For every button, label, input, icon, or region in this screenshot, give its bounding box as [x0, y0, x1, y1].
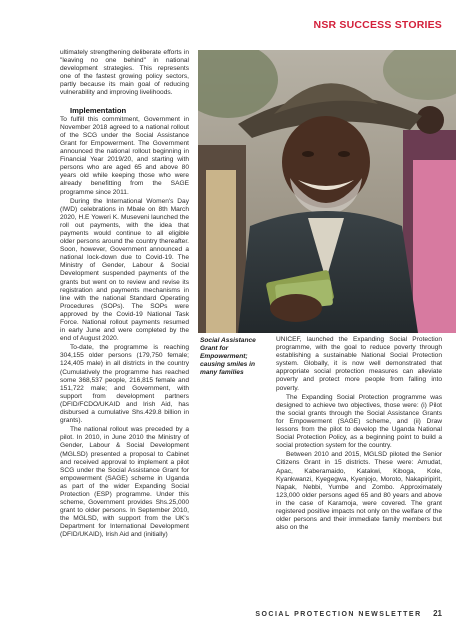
left-column [60, 49, 189, 541]
body-paragraph: To-date, the programme is reaching 304,155 older persons (179,750 female; 124,405 male) in all districts in the country (Cumulatively the programme has reached some 368,537 people, 216,815 female and 151,722 male; and Government, with support from development partners (DFID/FCDO/UKAID and Irish Aid, has disbursed a cumulative Shs.429.8 billion in grants). [60, 344, 189, 425]
body-paragraph: Between 2010 and 2015, MGLSD piloted the Senior Citizens Grant in 15 districts. These were: Amudat, Apac, Kaberamaido, Katakwi, Kiboga, Kole, Kyankwanzi, Kyegegwa, Kyenjojo, Moroto, Nakapiripirit, Napak, Nebbi, Yumbe and Zombo. Approximately 123,000 older persons aged 65 and 80 years and above in the case of Karamoja, were covered. The grant registered positive impacts not only on the welfare of the older persons and their immediate family members but also on the [276, 451, 442, 532]
intro-paragraph: ultimately strengthening deliberate efforts in "leaving no one behind" in national development strategies. This represents one of the fastest growing policy sectors, partly because its main goal of reducing vulnerability and improving livelihoods. [60, 49, 189, 97]
page-footer [255, 609, 442, 618]
section-title: NSR SUCCESS STORIES [313, 19, 442, 31]
body-paragraph: The national rollout was preceded by a pilot. In 2010, in June 2010 the Ministry of Gender, Labour & Social Development (MGLSD) presented a proposal to Cabinet and received approval to implement a pilot SCG under the Social Assistance Grant for empowerment (SAGE) scheme in Uganda as part of the wider Expanding Social Protection (ESP) programme. Under this scheme, Government provides Shs.25,000 grant to older persons. In September 2010, the MGLSD, with support from the UK's Department for International Development (DFID/UKAID), Irish Aid and (initially) [60, 426, 189, 539]
right-column [276, 336, 442, 533]
photo-caption: Social Assistance Grant for Empowerment; causing smiles in many families [200, 337, 256, 376]
body-paragraph: During the International Women's Day (IWD) celebrations in Mbale on 8th March 2020, H.E Yoweri K. Museveni launched the roll out payments, with the idea that payments would continue to all eligible older persons around the country thereafter. Soon, however, Government announced a national lock-down due to Covid-19. The Ministry of Gender, Labour & Social Development suspended payments of the grants but went on to review and revise its registration and payments mechanisms in line with the national Standard Operating Procedures (SOPs). The SOPs were approved by the Covid-19 National Task Force. National rollout payments resumed in early June and were completed by the end of August 2020. [60, 197, 189, 343]
body-paragraph: The Expanding Social Protection programme was designed to achieve two objectives, those were: (i) Pilot the social grants through the Social Assistance Grants for Empowerment (SAGE) scheme, and (ii) Draw lessons from the pilot to develop the Uganda National Social Protection Policy, as a beginning point to build a social protection system for the country. [276, 393, 442, 450]
body-paragraph: To fulfill this commitment, Government in November 2018 agreed to a national rollout of the SCG under the Social Assistance Grant for Empowerment. The Government announced the national rollout beginning in Financial Year 2019/20, and starting with persons who are aged 65 and above 80 years old while keeping those who were already benefitting from the SAGE programme since 2011. [60, 115, 189, 196]
header-band [0, 0, 456, 50]
body-paragraph: UNICEF, launched the Expanding Social Protection programme, with the goal to reduce poverty through establishing a sustainable National Social Protection system. Globally, it is now well demonstrated that appropriate social protection measures can alleviate poverty and protect more people from falling into poverty. [276, 336, 442, 392]
photo [198, 50, 456, 333]
section-heading: Implementation [70, 105, 127, 115]
page-number: 21 [433, 609, 442, 618]
newsletter-name: SOCIAL PROTECTION NEWSLETTER [255, 611, 422, 618]
